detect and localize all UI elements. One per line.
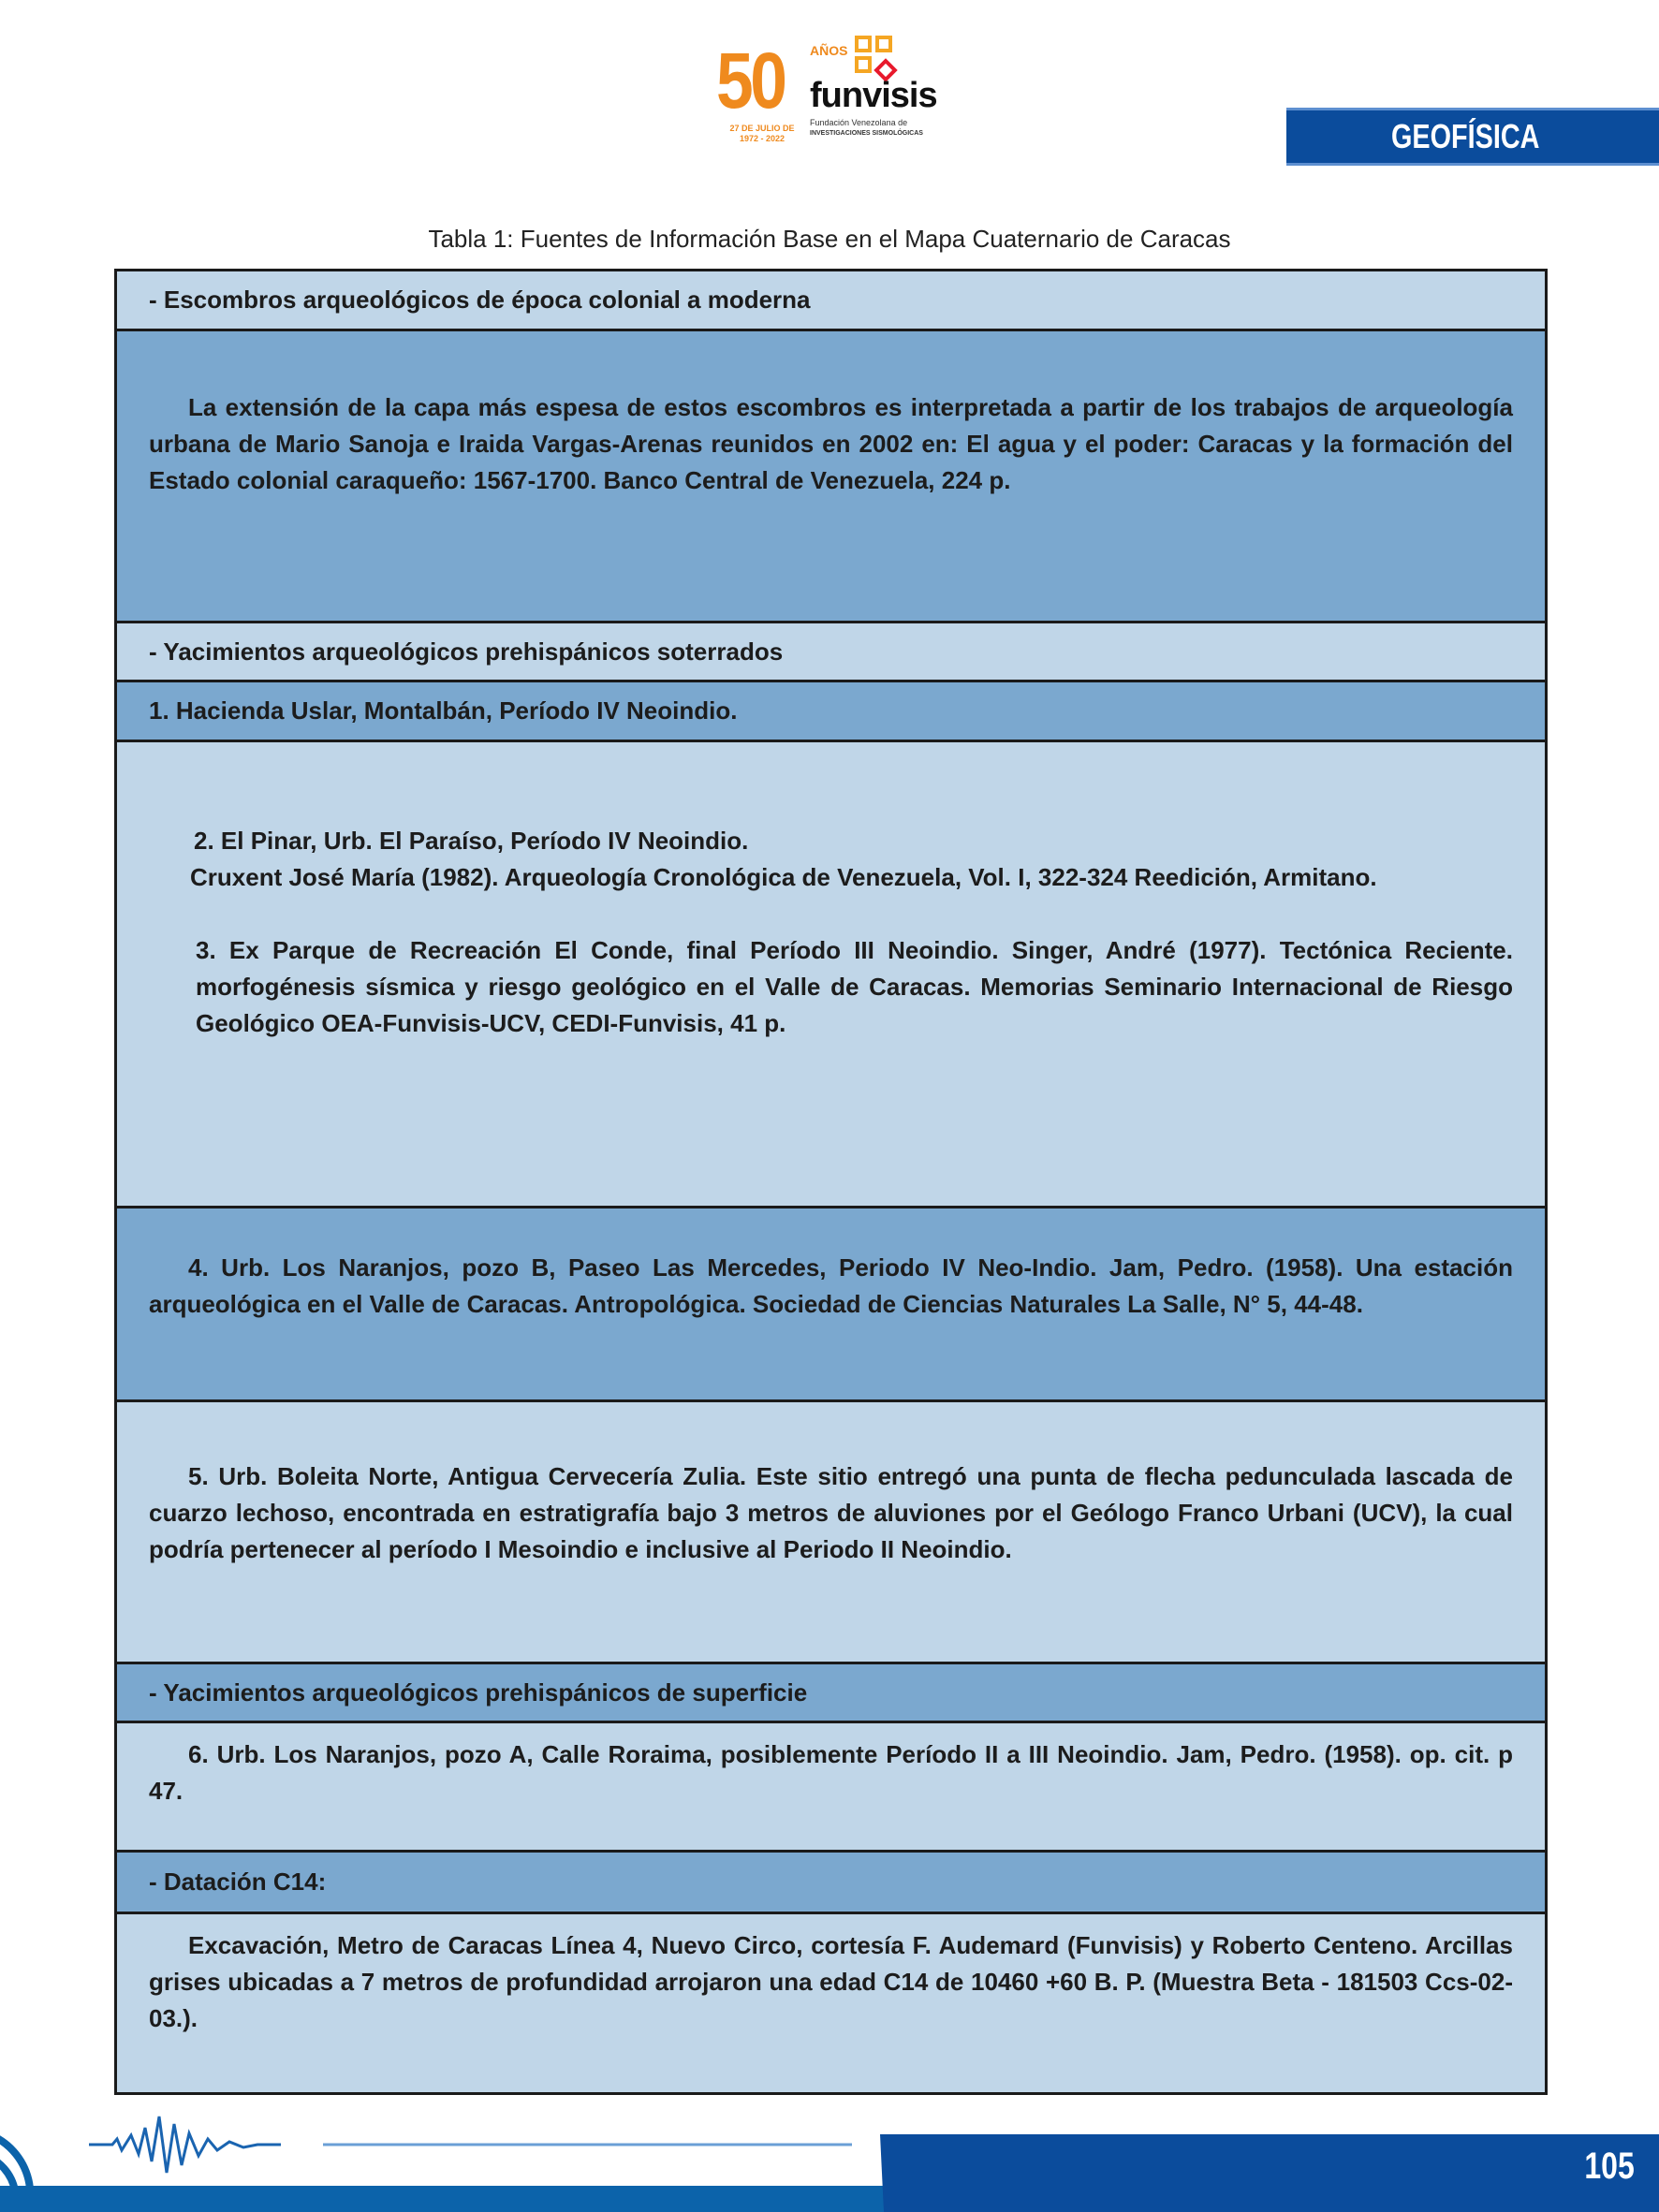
row-text: 2. El Pinar, Urb. El Paraíso, Período IV Neoindio. — [194, 827, 749, 855]
logo-square — [875, 36, 892, 52]
row-text: - Escombros arqueológicos de época colonial a moderna — [149, 286, 811, 314]
table-row-header — [117, 271, 1545, 329]
table-row — [117, 740, 1545, 1206]
logo-date-line: 1972 - 2022 — [739, 134, 785, 143]
table-row — [117, 1912, 1545, 2092]
logo-subtitle: INVESTIGACIONES SISMOLÓGICAS — [810, 130, 923, 137]
row-text: - Yacimientos arqueológicos prehispánicos de superficie — [149, 1677, 808, 1707]
funvisis-50-anos-logo — [716, 34, 941, 144]
logo-square — [855, 36, 872, 52]
page-number: 105 — [1584, 2146, 1635, 2187]
table-row-header — [117, 621, 1545, 680]
row-text: 5. Urb. Boleita Norte, Antigua Cervecería Zulia. Este sitio entregó una punta de flecha pedunculada lascada de cuarzo lechoso, encontrada en estratigrafía bajo 3 metros de aluviones por el Geólogo Franco Urbani (UCV), la cual podría pertenecer al período I Mesoindio e inclusive al Periodo II Neoindio. — [149, 1462, 1513, 1563]
row-text: La extensión de la capa más espesa de estos escombros es interpretada a partir de los trabajos de arqueología urbana de Mario Sanoja e Iraida Vargas-Arenas reunidos en 2002 en: El agua y el poder: Caracas y la formación del Estado colonial caraqueño: 1567-1700. Banco Central de Venezuela, 224 p. — [149, 393, 1513, 494]
row-text: 4. Urb. Los Naranjos, pozo B, Paseo Las Mercedes, Periodo IV Neo-Indio. Jam, Pedro. (1958). Una estación arqueológica en el Valle de Caracas. Antropológica. Sociedad de Ciencias Naturales La Salle, N° 5, 44-48. — [149, 1253, 1513, 1318]
logo-anos: AÑOS — [810, 43, 848, 58]
table-row — [117, 680, 1545, 740]
table-row — [117, 1721, 1545, 1850]
logo-square — [855, 56, 872, 73]
logo-50: 50 — [716, 37, 785, 125]
row-text: 3. Ex Parque de Recreación El Conde, final Período III Neoindio. Singer, André (1977). Tectónica Reciente. morfogénesis sísmica y riesgo geológico en el Valle de Caracas. Memorias Seminario Internacional de Riesgo Geológico OEA-Funvisis-UCV, CEDI-Funvisis, 41 p. — [196, 936, 1513, 1037]
table-row-header — [117, 1662, 1545, 1721]
table-caption: Tabla 1: Fuentes de Información Base en el Mapa Cuaternario de Caracas — [428, 225, 1231, 253]
table-row — [117, 1399, 1545, 1662]
logo-subtitle: Fundación Venezolana de — [810, 118, 908, 127]
row-text: Cruxent José María (1982). Arqueología Cronológica de Venezuela, Vol. I, 322-324 Reedición, Armitano. — [190, 863, 1377, 891]
sources-table — [114, 269, 1548, 2095]
logo-brand: funvisis — [810, 76, 937, 115]
footer-page-panel — [880, 2134, 1659, 2212]
table-row-header — [117, 1850, 1545, 1912]
section-banner — [1286, 108, 1659, 166]
table-row — [117, 329, 1545, 621]
logo-date — [720, 124, 804, 144]
row-text: - Datación C14: — [149, 1868, 327, 1896]
logo-date-line: 27 DE JULIO DE — [729, 124, 795, 133]
row-text: - Yacimientos arqueológicos prehispánicos soterrados — [149, 637, 784, 666]
table-row — [117, 1206, 1545, 1399]
row-text: 1. Hacienda Uslar, Montalbán, Período IV Neoindio. — [149, 696, 738, 725]
row-text: 6. Urb. Los Naranjos, pozo A, Calle Roraima, posiblemente Período II a III Neoindio. Jam, Pedro. (1958). op. cit. p 47. — [149, 1740, 1513, 1805]
section-label: GEOFÍSICA — [1391, 117, 1540, 155]
row-text: Excavación, Metro de Caracas Línea 4, Nuevo Circo, cortesía F. Audemard (Funvisis) y Roberto Centeno. Arcillas grises ubicadas a 7 metros de profundidad arrojaron una edad C14 de 10460 +60 B. P. (Muestra Beta - 181503 Ccs-02-03.). — [149, 1931, 1513, 2032]
